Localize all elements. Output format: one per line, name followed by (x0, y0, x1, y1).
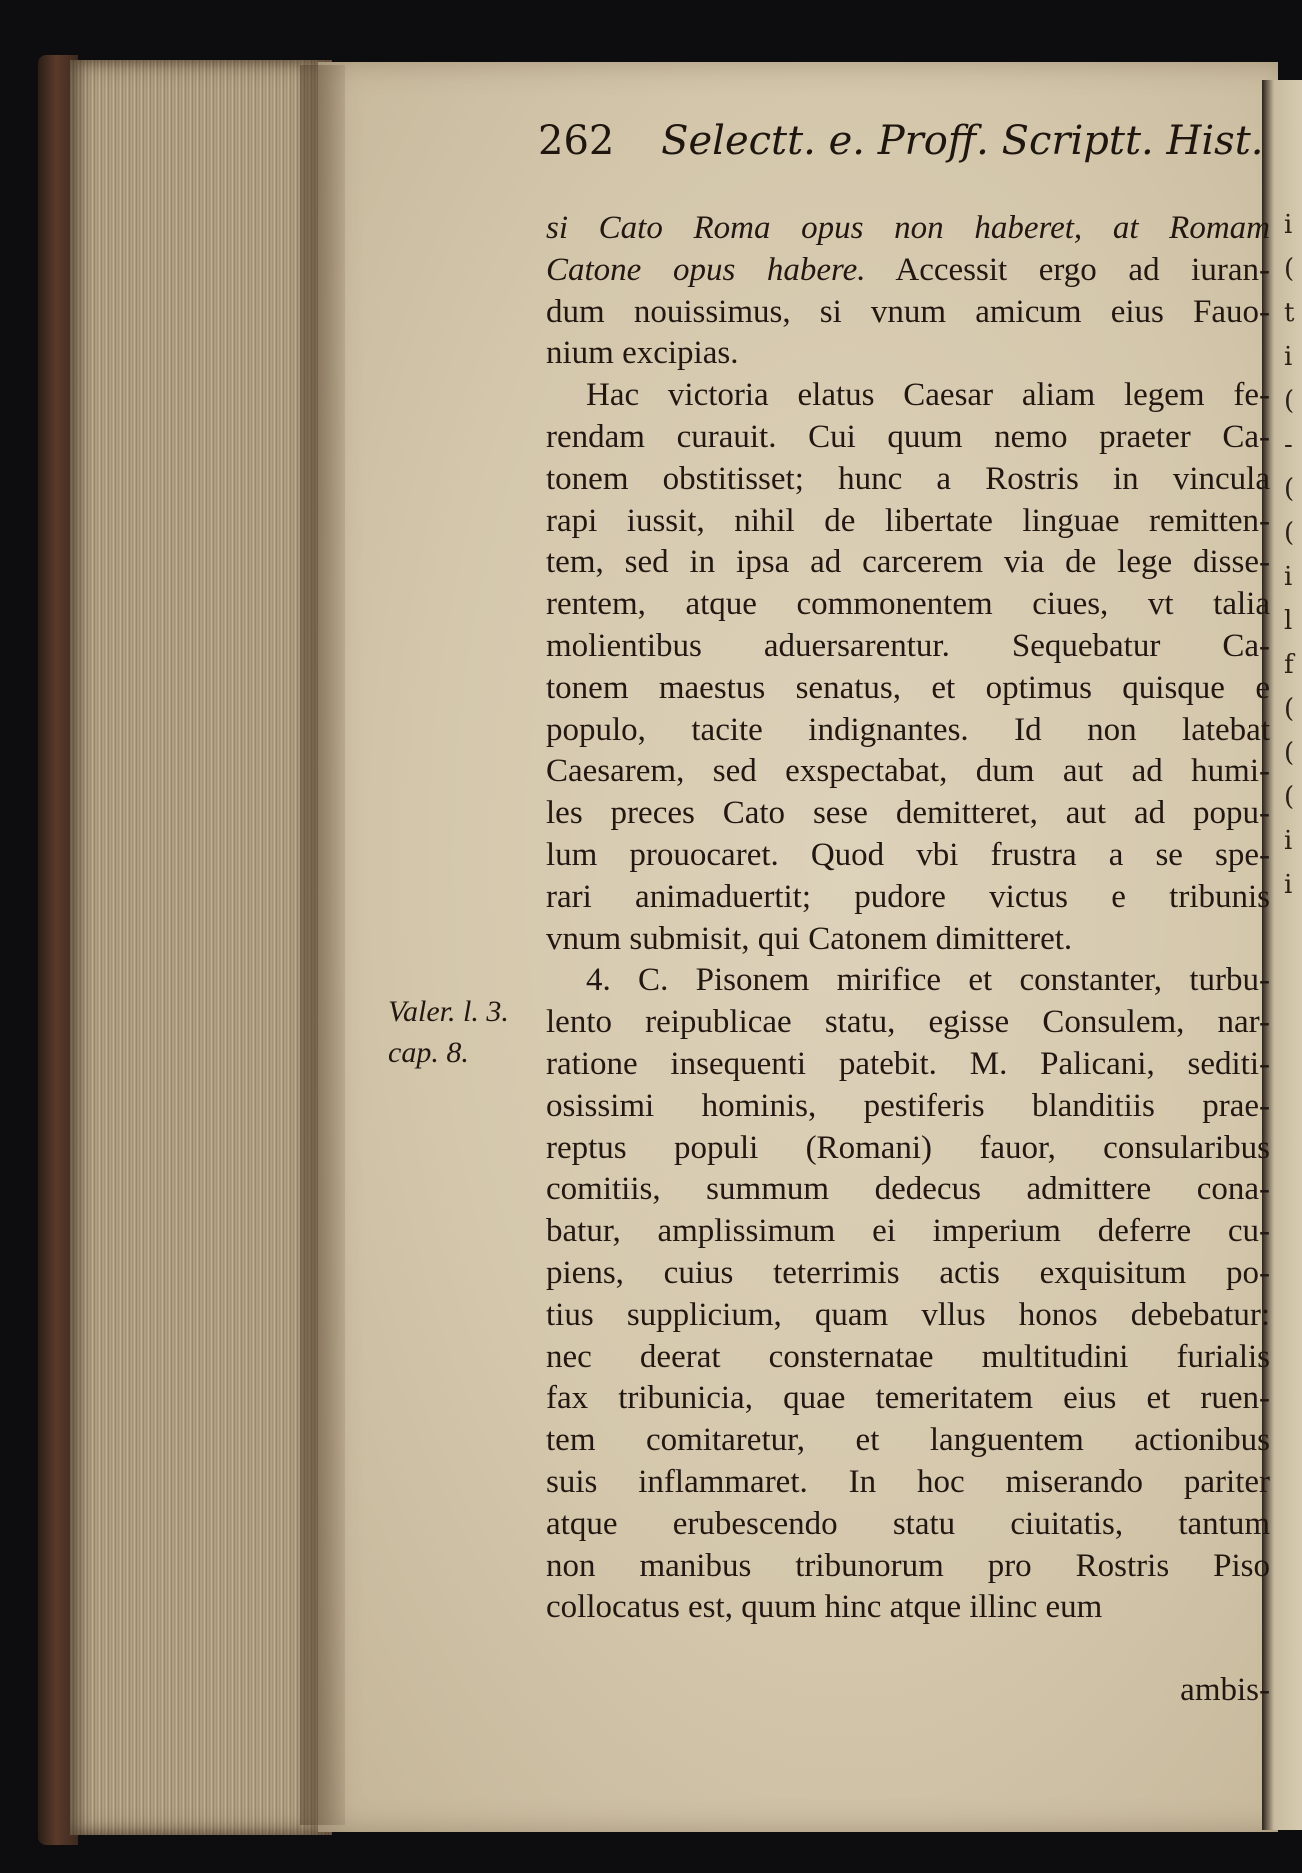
gutter-shadow (300, 65, 345, 1825)
facing-page-glyph: f (1284, 650, 1294, 680)
text-line: comitiis, summum dedecus admittere cona- (546, 1171, 1270, 1207)
catchword: ambis- (1180, 1672, 1270, 1708)
text-line: atque erubescendo statu ciuitatis, tantum (546, 1506, 1270, 1542)
text-line: suis inflammaret. In hoc miserando pariter (546, 1464, 1270, 1500)
text-line: osissimi hominis, pestiferis blanditiis prae- (546, 1088, 1270, 1124)
text-line: ratione insequenti patebit. M. Palicani, sediti- (546, 1046, 1270, 1082)
facing-page-glyph: ( (1284, 782, 1295, 812)
text-line: tem comitaretur, et languentem actionibus (546, 1422, 1270, 1458)
facing-page-glyph: ( (1284, 386, 1295, 416)
roman-span: Accessit ergo ad iuran- (865, 252, 1270, 288)
facing-page-glyph: i (1284, 342, 1293, 372)
text-line: rapi iussit, nihil de libertate linguae remitten- (546, 503, 1270, 539)
text-line (546, 208, 1270, 248)
text-line: tius supplicium, quam vllus honos debebatur: (546, 1297, 1270, 1333)
text-line: populo, tacite indignantes. Id non latebat (546, 712, 1270, 748)
text-line: tonem maestus senatus, et optimus quisque e (546, 670, 1270, 706)
marginal-note-line-2: cap. 8. (388, 1036, 469, 1069)
text-line: reptus populi (Romani) fauor, consularibus (546, 1130, 1270, 1166)
text-line: molientibus aduersarentur. Sequebatur Ca- (546, 628, 1270, 664)
text-line: Caesarem, sed exspectabat, dum aut ad humi- (546, 753, 1270, 789)
text-line: collocatus est, quum hinc atque illinc eum (546, 1589, 1103, 1625)
text-line: nium excipias. (546, 335, 739, 371)
text-line: 4. C. Pisonem mirifice et constanter, turbu- (586, 962, 1270, 998)
facing-page-glyph: - (1284, 430, 1293, 460)
facing-page-glyph: ( (1284, 254, 1295, 284)
text-line: rendam curauit. Cui quum nemo praeter Ca- (546, 419, 1270, 455)
text-line: dum nouissimus, si vnum amicum eius Fauo- (546, 294, 1270, 330)
facing-page-glyph: i (1284, 826, 1293, 856)
page-number: 262 (538, 118, 615, 164)
italic-span: si Cato Roma opus non haberet, at Romam (546, 210, 1270, 246)
running-title: Selectt. e. Proff. Scriptt. Hist. (661, 118, 1264, 164)
facing-page-glyph: ( (1284, 738, 1295, 768)
text-line: non manibus tribunorum pro Rostris Piso (546, 1548, 1270, 1584)
italic-span: Catone opus habere. (546, 252, 866, 288)
text-line: nec deerat consternatae multitudini furialis (546, 1339, 1270, 1375)
text-line: piens, cuius teterrimis actis exquisitum po- (546, 1255, 1270, 1291)
text-line: lento reipublicae statu, egisse Consulem, nar- (546, 1004, 1270, 1040)
text-line: Hac victoria elatus Caesar aliam legem fe- (586, 377, 1270, 413)
text-line: lum prouocaret. Quod vbi frustra a se spe- (546, 837, 1270, 873)
page-block-edges (70, 60, 332, 1835)
facing-page-glyph: ( (1284, 694, 1295, 724)
marginal-note-line-1: Valer. l. 3. (388, 995, 509, 1028)
running-head (538, 118, 1264, 170)
text-line: batur, amplissimum ei imperium deferre cu- (546, 1213, 1270, 1249)
text-line: rentem, atque commonentem ciues, vt talia (546, 586, 1270, 622)
facing-page-glyph: t (1284, 298, 1295, 328)
text-line: les preces Cato sese demitteret, aut ad popu- (546, 795, 1270, 831)
facing-page-glyph: ( (1284, 518, 1295, 548)
facing-page-glyph: l (1284, 606, 1293, 636)
text-line (546, 250, 1270, 290)
text-line: tonem obstitisset; hunc a Rostris in vincula (546, 461, 1270, 497)
facing-page-glyph: i (1284, 562, 1293, 592)
text-line: fax tribunicia, quae temeritatem eius et ruen- (546, 1380, 1270, 1416)
text-line: tem, sed in ipsa ad carcerem via de lege disse- (546, 544, 1270, 580)
facing-page-glyph: ( (1284, 474, 1295, 504)
facing-page-glyph: i (1284, 870, 1293, 900)
facing-page-glyph: i (1284, 210, 1293, 240)
text-line: vnum submisit, qui Catonem dimitteret. (546, 921, 1073, 957)
text-line: rari animaduertit; pudore victus e tribunis (546, 879, 1270, 915)
